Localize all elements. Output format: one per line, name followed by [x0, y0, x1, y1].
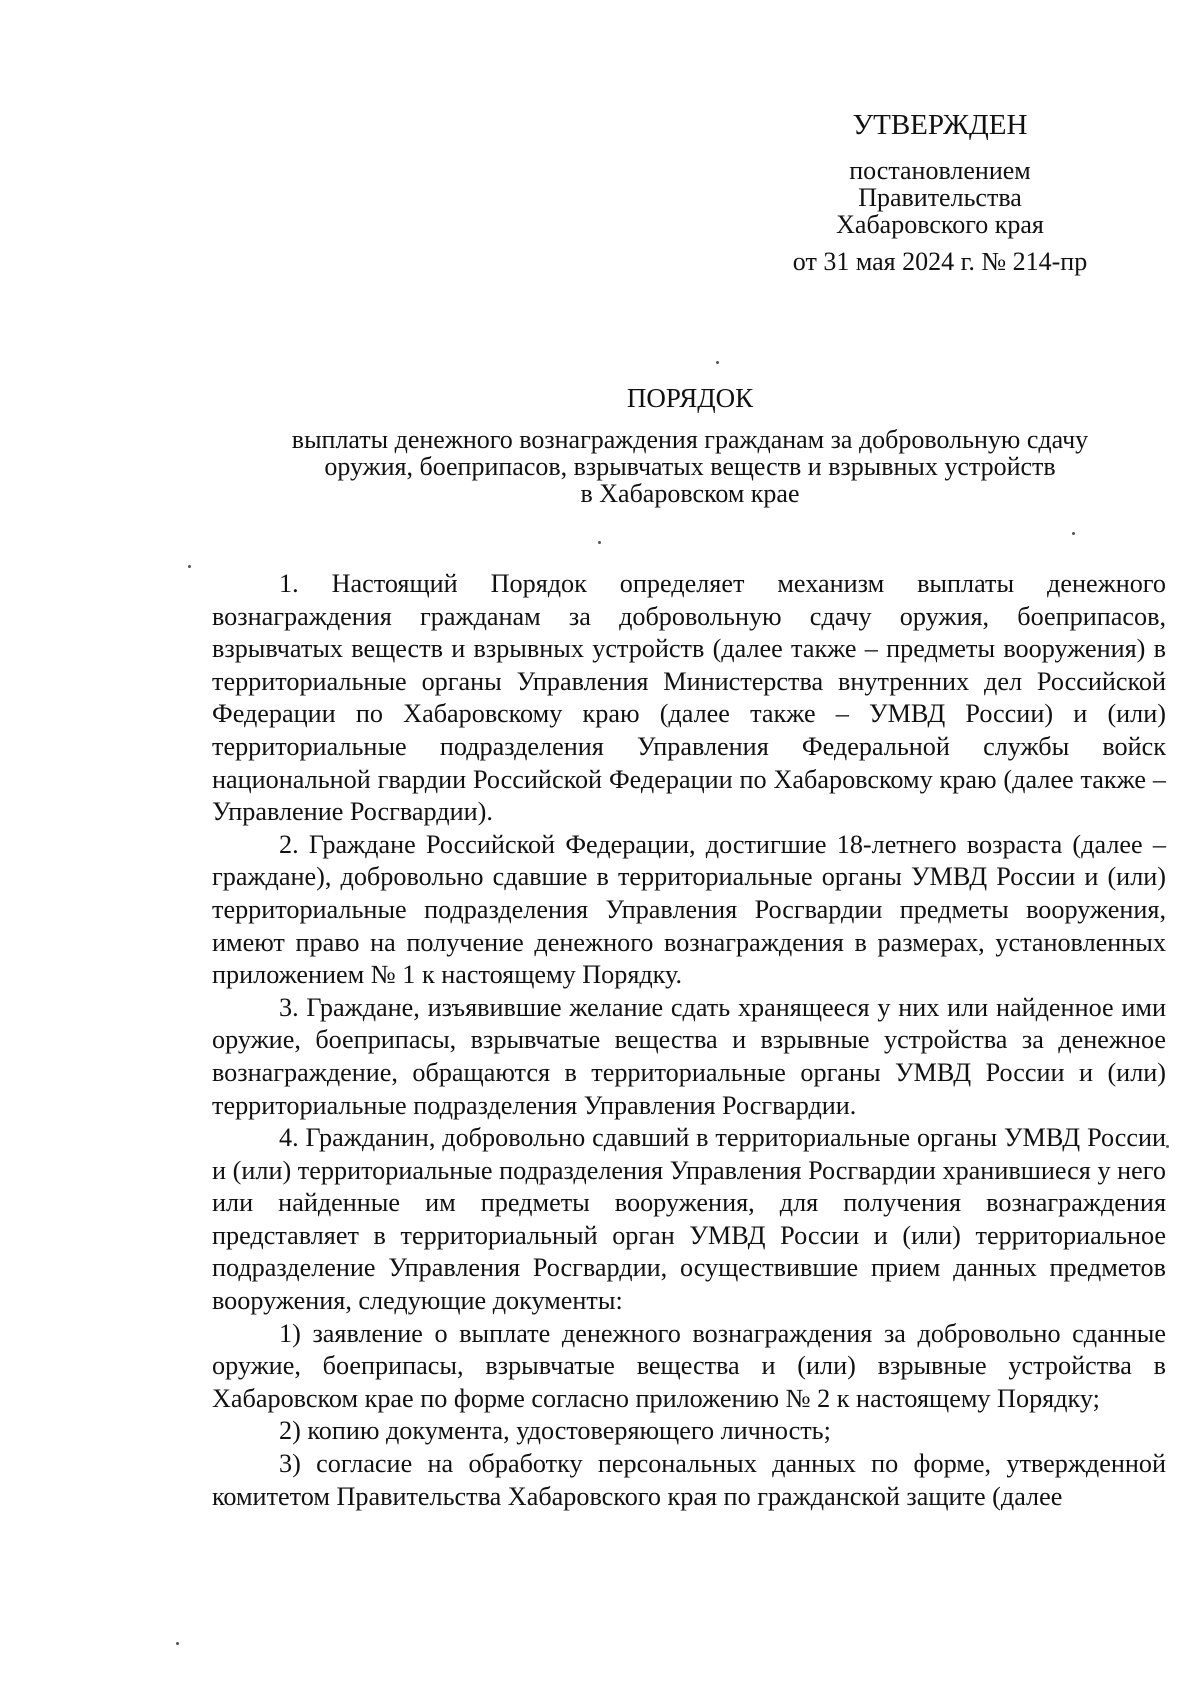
approval-date: от 31 мая 2024 г. № 214-пр — [792, 247, 1088, 276]
approval-line: постановлением — [849, 156, 1031, 185]
approval-line: Хабаровского края — [836, 210, 1044, 239]
document-subtitle-line: оружия, боеприпасов, взрывчатых веществ и взрывных устройств — [324, 452, 1056, 481]
document-subtitle-line: в Хабаровском крае — [580, 479, 800, 508]
approval-stamp-block — [790, 108, 1090, 277]
paragraph-4: 4. Гражданин, добровольно сдавший в территориальные органы УМВД России и (или) территориальные подразделения Управления Росгвардии хранившиеся у него или найденные им предметы вооружения, для получения вознаграждения представляет в территориальный орган УМВД России и (или) территориальное подразделение Управления Росгвардии, осуществившие прием данных предметов вооружения, следующие документы: — [212, 1123, 1166, 1316]
list-item-2: 2) копию документа, удостоверяющего личность; — [279, 1416, 831, 1446]
document-title: ПОРЯДОК — [626, 383, 754, 413]
approval-heading: УТВЕРЖДЕН — [852, 109, 1028, 141]
list-item-3: 3) согласие на обработку персональных данных по форме, утвержденной комитетом Правительства Хабаровского края по гражданской защите (далее — [212, 1449, 1166, 1511]
scan-speck — [716, 361, 719, 364]
paragraph-2: 2. Граждане Российской Федерации, достигшие 18-летнего возраста (далее – граждане), добровольно сдавшие в территориальные органы УМВД России и (или) территориальные подразделения Управления Росгвардии предметы вооружения, имеют право на получение денежного вознаграждения в размерах, установленных приложением № 1 к настоящему Порядку. — [212, 829, 1166, 990]
scan-speck — [176, 1642, 179, 1645]
document-body — [212, 568, 1166, 1513]
scan-speck — [1166, 1145, 1169, 1148]
paragraph-3: 3. Граждане, изъявившие желание сдать хранящееся у них или найденное ими оружие, боеприпасы, взрывчатые вещества и взрывные устройства за денежное вознаграждение, обращаются в территориальные органы УМВД России и (или) территориальные подразделения Управления Росгвардии. — [212, 992, 1166, 1120]
scan-speck — [598, 541, 601, 544]
paragraph-1: 1. Настоящий Порядок определяет механизм выплаты денежного вознаграждения гражданам за добровольную сдачу оружия, боеприпасов, взрывчатых веществ и взрывных устройств (далее также – предметы вооружения) в территориальные органы Управления Министерства внутренних дел Российской Федерации по Хабаровскому краю (далее также – УМВД России) и (или) территориальные подразделения Управления Федеральной службы войск национальной гвардии Российской Федерации по Хабаровскому краю (далее также – Управление Росгвардии). — [212, 569, 1166, 827]
approval-line: Правительства — [858, 183, 1022, 212]
list-item-1: 1) заявление о выплате денежного вознаграждения за добровольно сданные оружие, боеприпасы, взрывчатые вещества и (или) взрывные устройства в Хабаровском крае по форме согласно приложению № 2 к настоящему Порядку; — [212, 1318, 1166, 1413]
document-subtitle-line: выплаты денежного вознаграждения гражданам за добровольную сдачу — [291, 425, 1089, 454]
document-title-block — [210, 382, 1170, 507]
scan-speck — [188, 565, 191, 568]
scan-speck — [1072, 532, 1075, 535]
